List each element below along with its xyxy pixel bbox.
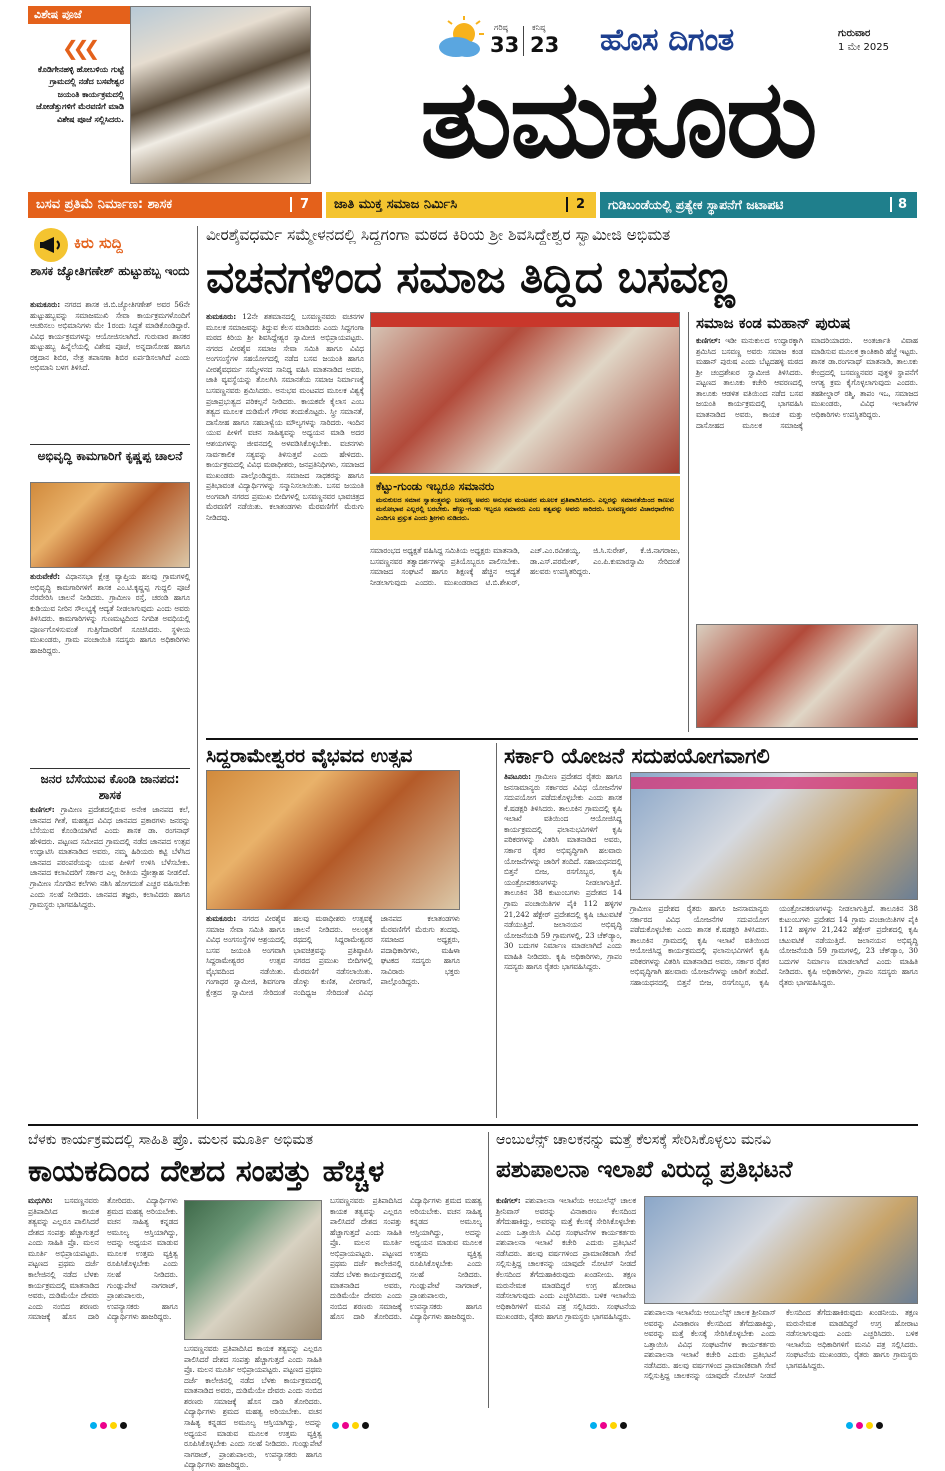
special-puja-photo bbox=[130, 6, 311, 184]
middle-right-photo-banner bbox=[631, 777, 917, 789]
bottom-right-kicker: ಆಂಬುಲೆನ್ಸ್ ಚಾಲಕನನ್ನು ಮತ್ತೆ ಕೆಲಸಕ್ಕೆ ಸೇರಿಸಿಕೊಳ್ಳಲು ಮನವಿ bbox=[496, 1132, 772, 1148]
registration-marks bbox=[590, 1414, 630, 1433]
divider bbox=[30, 444, 190, 445]
column-rule bbox=[496, 743, 497, 1118]
city-title: ತುಮಕೂರು bbox=[420, 57, 816, 182]
teaser-2-text: ಜಾತಿ ಮುಕ್ತ ಸಮಾಜ ನಿರ್ಮಿಸಿ bbox=[334, 197, 458, 212]
temp-max-value: 33 bbox=[490, 33, 520, 57]
teaser-1-text: ಬಸವ ಪ್ರತಿಮೆ ನಿರ್ಮಾಣ: ಶಾಸಕ bbox=[36, 197, 173, 212]
middle-left-photo bbox=[206, 770, 460, 910]
special-puja-label: ವಿಶೇಷ ಪೂಜೆ bbox=[28, 6, 138, 24]
bottom-left-headline: ಕಾಯಕದಿಂದ ದೇಶದ ಸಂಪತ್ತು ಹೆಚ್ಚಳ bbox=[28, 1154, 385, 1189]
megaphone-icon bbox=[34, 228, 68, 262]
bottom-right-body bbox=[496, 1196, 636, 1406]
sidebar-photo bbox=[696, 624, 918, 728]
temp-min-label: ಕನಿಷ್ಠ bbox=[532, 23, 546, 32]
middle-right-body bbox=[504, 772, 622, 1118]
sidebar-dateline: ಕುಣಿಗಲ್: bbox=[696, 336, 721, 345]
left-story3-body bbox=[30, 805, 190, 1117]
lead-dateline: ತುಮಕೂರು: bbox=[206, 312, 237, 321]
section-divider bbox=[28, 1124, 918, 1126]
section-divider bbox=[206, 738, 918, 740]
bottom-left-body bbox=[28, 1196, 178, 1406]
lead-photo-caption-title: ಕೆಟ್ಟು-ಗುಂಡು ಇಬ್ಬರೂ ಸಮಾನರು bbox=[376, 480, 495, 493]
teaser-1-page: 7 bbox=[290, 197, 309, 212]
bottom-right-body-continued bbox=[644, 1308, 918, 1408]
teaser-2-page: 2 bbox=[566, 197, 585, 212]
registration-marks bbox=[90, 1414, 130, 1433]
kiru-suddi-badge bbox=[30, 226, 190, 264]
bottom-left-photo bbox=[184, 1200, 322, 1340]
sidebar-headline: ಸಮಾಜ ಕಂಡ ಮಹಾನ್ ಪುರುಷ bbox=[696, 314, 851, 332]
bottom-right-body-text: ಪಶುಪಾಲನಾ ಇಲಾಖೆಯ ಆಂಬುಲೆನ್ಸ್ ಚಾಲಕ ಶ್ರೀನಿವಾಸ್ ಅವರನ್ನು ವಿನಾಕಾರಣ ಕೆಲಸದಿಂದ ತೆಗೆದುಹಾಕಿದ್ದು, ಅವರನ್ನು ಮತ್ತೆ ಕೆಲಸಕ್ಕೆ ಸೇರಿಸಿಕೊಳ್ಳಬೇಕು ಎಂದು ಒತ್ತಾಯಿಸಿ ವಿವಿಧ ಸಂಘಟನೆಗಳ ಕಾರ್ಯಕರ್ತರು ಪಶುಪಾಲನಾ ಇಲಾಖೆ ಕಚೇರಿ ಎದುರು ಪ್ರತಿಭಟನೆ ನಡೆಸಿದರು. ಹಲವು ವರ್ಷಗಳಿಂದ ಪ್ರಾಮಾಣಿಕವಾಗಿ ಸೇವೆ ಸಲ್ಲಿಸುತ್ತಿದ್ದ ಚಾಲಕನನ್ನು ಯಾವುದೇ ನೋಟಿಸ್ ನೀಡದೆ ಕೆಲಸದಿಂದ ತೆಗೆದುಹಾಕಿರುವುದು ಖಂಡನೀಯ. ತಕ್ಷಣ ಮರುನೇಮಕ ಮಾಡದಿದ್ದರೆ ಉಗ್ರ ಹೋರಾಟ ನಡೆಸಲಾಗುವುದು ಎಂದು ಎಚ್ಚರಿಸಿದರು. ಬಳಿಕ ಇಲಾಖೆಯ ಅಧಿಕಾರಿಗಳಿಗೆ ಮನವಿ ಪತ್ರ ಸಲ್ಲಿಸಿದರು. ಸಂಘಟನೆಯ ಮುಖಂಡರು, ರೈತರು ಹಾಗೂ ಗ್ರಾಮಸ್ಥರು ಭಾಗವಹಿಸಿದ್ದರು. bbox=[496, 1196, 636, 1322]
lead-kicker: ವೀರಶೈವಧರ್ಮ ಸಮ್ಮೇಳನದಲ್ಲಿ ಸಿದ್ದಗಂಗಾ ಮಠದ ಕಿರಿಯ ಶ್ರೀ ಶಿವಸಿದ್ದೇಶ್ವರ ಸ್ವಾಮೀಜಿ ಅಭಿಮತ bbox=[206, 226, 671, 244]
registration-marks bbox=[846, 1414, 886, 1433]
bottom-left-body-continued bbox=[184, 1344, 322, 1470]
teaser-3-text: ಗುಡಿಬಂಡೆಯಲ್ಲಿ ಪ್ರತ್ಯೇಕ ಸ್ಥಾಪನೆಗೆ ಜಟಾಪಟಿ bbox=[608, 197, 784, 212]
bottom-right-body-text-2: ಪಶುಪಾಲನಾ ಇಲಾಖೆಯ ಆಂಬುಲೆನ್ಸ್ ಚಾಲಕ ಶ್ರೀನಿವಾಸ್ ಅವರನ್ನು ವಿನಾಕಾರಣ ಕೆಲಸದಿಂದ ತೆಗೆದುಹಾಕಿದ್ದು, ಅವರನ್ನು ಮತ್ತೆ ಕೆಲಸಕ್ಕೆ ಸೇರಿಸಿಕೊಳ್ಳಬೇಕು ಎಂದು ಒತ್ತಾಯಿಸಿ ವಿವಿಧ ಸಂಘಟನೆಗಳ ಕಾರ್ಯಕರ್ತರು ಪಶುಪಾಲನಾ ಇಲಾಖೆ ಕಚೇರಿ ಎದುರು ಪ್ರತಿಭಟನೆ ನಡೆಸಿದರು. ಹಲವು ವರ್ಷಗಳಿಂದ ಪ್ರಾಮಾಣಿಕವಾಗಿ ಸೇವೆ ಸಲ್ಲಿಸುತ್ತಿದ್ದ ಚಾಲಕನನ್ನು ಯಾವುದೇ ನೋಟಿಸ್ ನೀಡದೆ ಕೆಲಸದಿಂದ ತೆಗೆದುಹಾಕಿರುವುದು ಖಂಡನೀಯ. ತಕ್ಷಣ ಮರುನೇಮಕ ಮಾಡದಿದ್ದರೆ ಉಗ್ರ ಹೋರಾಟ ನಡೆಸಲಾಗುವುದು ಎಂದು ಎಚ್ಚರಿಸಿದರು. ಬಳಿಕ ಇಲಾಖೆಯ ಅಧಿಕಾರಿಗಳಿಗೆ ಮನವಿ ಪತ್ರ ಸಲ್ಲಿಸಿದರು. ಸಂಘಟನೆಯ ಮುಖಂಡರು, ರೈತರು ಹಾಗೂ ಗ್ರಾಮಸ್ಥರು ಭಾಗವಹಿಸಿದ್ದರು. bbox=[644, 1308, 918, 1381]
lead-headline: ವಚನಗಳಿಂದ ಸಮಾಜ ತಿದ್ದಿದ ಬಸವಣ್ಣ bbox=[206, 252, 735, 303]
bottom-left-body-col3 bbox=[330, 1196, 482, 1406]
lead-body-continued: ಸಮಾರಂಭದ ಅಧ್ಯಕ್ಷತೆ ವಹಿಸಿದ್ದ ಸಮಿತಿಯ ಅಧ್ಯಕ್ಷರು ಮಾತನಾಡಿ, ಬಸವಣ್ಣನವರ ತತ್ವಾದರ್ಶಗಳನ್ನು ಪ್ರತಿಯೊಬ್ಬರೂ ಪಾಲಿಸಬೇಕು. ಸಮಾಜದ ಸಂಘಟನೆ ಹಾಗೂ ಶಿಕ್ಷಣಕ್ಕೆ ಹೆಚ್ಚಿನ ಆದ್ಯತೆ ನೀಡಲಾಗುವುದು ಎಂದರು. ಮುಖಂಡರಾದ ಟಿ.ಬಿ.ಶೇಖರ್, ಎಚ್.ಎಂ.ರವೀಶಯ್ಯ, ಜಿ.ಸಿ.ಸುರೇಶ್, ಕೆ.ಜಿ.ನಾಗರಾಜು, ಡಾ.ಎಸ್.ಪರಮೇಶ್, ಎಂ.ಪಿ.ಕುಮಾರಸ್ವಾಮಿ ಸೇರಿದಂತೆ ಹಲವರು ಉಪಸ್ಥಿತರಿದ್ದರು. bbox=[370, 546, 680, 587]
lead-photo-caption-box bbox=[370, 476, 680, 540]
sidebar-body bbox=[696, 336, 918, 620]
column-rule bbox=[197, 226, 198, 1119]
left-story1-body bbox=[30, 300, 190, 440]
sidebar-body-text: ಇಡೀ ಮನುಕುಲದ ಉದ್ಧಾರಕ್ಕಾಗಿ ಶ್ರಮಿಸಿದ ಬಸವಣ್ಣ ಅವರು ಸಮಾಜ ಕಂಡ ಮಹಾನ್ ಪುರುಷ ಎಂದು ಬೆಟ್ಟದಹಳ್ಳಿ ಮಠದ ಶ್ರೀ ಚಂದ್ರಶೇಖರ ಸ್ವಾಮೀಜಿ ತಿಳಿಸಿದರು. ಪಟ್ಟಣದ ತಾಲೂಕು ಕಚೇರಿ ಆವರಣದಲ್ಲಿ ತಾಲೂಕು ಆಡಳಿತ ವತಿಯಿಂದ ನಡೆದ ಬಸವ ಜಯಂತಿ ಕಾರ್ಯಕ್ರಮದಲ್ಲಿ ಭಾಗವಹಿಸಿ ಮಾತನಾಡಿದ ಅವರು, ಕಾಯಕ ಮತ್ತು ದಾಸೋಹದ ಮೂಲಕ ಸಮಾಜಕ್ಕೆ ಮಾದರಿಯಾದರು. ಅಂತರ್ಜಾತಿ ವಿವಾಹ ಮಾಡಿಸುವ ಮೂಲಕ ಕ್ರಾಂತಿಕಾರಿ ಹೆಜ್ಜೆ ಇಟ್ಟರು. ಶಾಸಕ ಡಾ.ರಂಗನಾಥ್ ಮಾತನಾಡಿ, ತಾಲೂಕು ಕೇಂದ್ರದಲ್ಲಿ ಬಸವಣ್ಣನವರ ಪುತ್ಥಳಿ ಸ್ಥಾಪನೆಗೆ ಅಗತ್ಯ ಕ್ರಮ ಕೈಗೊಳ್ಳಲಾಗುವುದು ಎಂದರು. ತಹಶೀಲ್ದಾರ್ ರಶ್ಮಿ, ತಾಪಂ ಇಒ, ಸಮಾಜದ ಮುಖಂಡರು, ವಿವಿಧ ಇಲಾಖೆಗಳ ಅಧಿಕಾರಿಗಳು ಉಪಸ್ಥಿತರಿದ್ದರು. bbox=[696, 336, 918, 430]
middle-left-headline: ಸಿದ್ದರಾಮೇಶ್ವರರ ವೈಭವದ ಉತ್ಸವ bbox=[206, 745, 413, 767]
teaser-2[interactable] bbox=[326, 192, 596, 218]
weather-cloud-icon bbox=[434, 20, 486, 58]
left-story2-title: ಅಭಿವೃದ್ಧಿ ಕಾಮಗಾರಿಗೆ ಕೃಷ್ಣಪ್ಪ ಚಾಲನೆ bbox=[37, 449, 183, 463]
kiru-suddi-label: ಕಿರು ಸುದ್ದಿ bbox=[74, 234, 123, 252]
temp-min-value: 23 bbox=[530, 33, 560, 57]
registration-marks bbox=[332, 1414, 372, 1433]
left-story3-dateline: ಕುಣಿಗಲ್: bbox=[30, 805, 55, 814]
divider bbox=[30, 768, 190, 769]
middle-right-dateline: ತಿಪಟೂರು: bbox=[504, 772, 532, 781]
bottom-left-dateline: ಮಧುಗಿರಿ: bbox=[28, 1196, 53, 1205]
bottom-right-headline: ಪಶುಪಾಲನಾ ಇಲಾಖೆ ವಿರುದ್ಧ ಪ್ರತಿಭಟನೆ bbox=[496, 1157, 793, 1183]
left-story1-dateline: ತುಮಕೂರು: bbox=[30, 300, 61, 309]
lead-photo-banner bbox=[371, 313, 679, 327]
left-story2-text: ವಿಧಾನಸಭಾ ಕ್ಷೇತ್ರ ವ್ಯಾಪ್ತಿಯ ಹಲವು ಗ್ರಾಮಗಳಲ್ಲಿ ಅಭಿವೃದ್ಧಿ ಕಾಮಗಾರಿಗಳಿಗೆ ಶಾಸಕ ಎಂ.ಟಿ.ಕೃಷ್ಣಪ್ಪ ಗುದ್ದಲಿ ಪೂಜೆ ನೆರವೇರಿಸಿ ಚಾಲನೆ ನೀಡಿದರು. ಗ್ರಾಮೀಣ ರಸ್ತೆ, ಚರಂಡಿ ಹಾಗೂ ಕುಡಿಯುವ ನೀರಿನ ಸೌಲಭ್ಯಕ್ಕೆ ಆದ್ಯತೆ ನೀಡಲಾಗುವುದು ಎಂದು ಅವರು ತಿಳಿಸಿದರು. ಕಾಮಗಾರಿಗಳನ್ನು ಗುಣಮಟ್ಟದಿಂದ ನಿಗದಿತ ಅವಧಿಯಲ್ಲಿ ಪೂರ್ಣಗೊಳಿಸುವಂತೆ ಗುತ್ತಿಗೆದಾರರಿಗೆ ಸೂಚಿಸಿದರು. ಸ್ಥಳೀಯ ಮುಖಂಡರು, ಗ್ರಾಮ ಪಂಚಾಯಿತಿ ಸದಸ್ಯರು ಹಾಗೂ ಅಧಿಕಾರಿಗಳು ಹಾಜರಿದ್ದರು. bbox=[30, 572, 190, 656]
left-story1-text: ನಗರದ ಶಾಸಕ ಜಿ.ಬಿ.ಜ್ಯೋತಿಗಣೇಶ್ ಅವರ 56ನೇ ಹುಟ್ಟುಹಬ್ಬವನ್ನು ಸಮಾಜಮುಖಿ ಸೇವಾ ಕಾರ್ಯಕ್ರಮಗಳೊಂದಿಗೆ ಆಚರಿಸಲು ಅಭಿಮಾನಿಗಳು ಮೇ 1ರಂದು ಸಿದ್ಧತೆ ಮಾಡಿಕೊಂಡಿದ್ದಾರೆ. ವಿವಿಧ ಕಾರ್ಯಕ್ರಮಗಳನ್ನು ಆಯೋಜಿಸಲಾಗಿದೆ. ಗುರುವಾರ ಶಾಸಕರ ಹುಟ್ಟುಹಬ್ಬ ಹಿನ್ನೆಲೆಯಲ್ಲಿ ವಿಶೇಷ ಪೂಜೆ, ಅನ್ನದಾಸೋಹ ಹಾಗೂ ರಕ್ತದಾನ ಶಿಬಿರ, ನೇತ್ರ ತಪಾಸಣಾ ಶಿಬಿರ ಏರ್ಪಡಿಸಲಾಗಿದೆ ಎಂದು ಅಭಿಮಾನಿ ಬಳಗ ತಿಳಿಸಿದೆ. bbox=[30, 300, 190, 373]
left-story2-body bbox=[30, 572, 190, 768]
column-rule bbox=[688, 312, 689, 732]
middle-right-photo bbox=[630, 772, 918, 900]
teaser-strip bbox=[28, 192, 917, 218]
paper-logo: ಹೊಸ ದಿಗಂತ bbox=[600, 22, 734, 58]
special-puja-caption: ಕೊಡಿಗೇನಹಳ್ಳಿ ಹೋಬಳಿಯ ಗುಟ್ಟೆ ಗ್ರಾಮದಲ್ಲಿ ನಡೆದ ಬಸವೇಶ್ವರ ಜಯಂತಿ ಕಾರ್ಯಕ್ರಮದಲ್ಲಿ ಜೋಡೆತ್ತುಗಳಿಗೆ ಮೆರವಣಿಗೆ ಮಾಡಿ ವಿಶೇಷ ಪೂಜೆ ಸಲ್ಲಿಸಿದರು. bbox=[36, 65, 124, 124]
bottom-left-kicker: ಬೆಳಕು ಕಾರ್ಯಕ್ರಮದಲ್ಲಿ ಸಾಹಿತಿ ಪ್ರೊ. ಮಲನ ಮೂರ್ತಿ ಅಭಿಮತ bbox=[28, 1132, 314, 1148]
left-story3-text: ಗ್ರಾಮೀಣ ಪ್ರದೇಶದಲ್ಲಿರುವ ಅನೇಕ ಜಾನಪದ ಕಲೆ, ಜಾನಪದ ಗೀತೆ, ಮಹತ್ವದ ವಿವಿಧ ಜಾನಪದ ಪ್ರಕಾರಗಳು ಜನರನ್ನು ಬೆಸೆಯುವ ಕೊಂಡಿಯಾಗಿವೆ ಎಂದು ಶಾಸಕ ಡಾ. ರಂಗನಾಥ್ ಹೇಳಿದರು. ಪಟ್ಟಣದ ಸಮೀಪದ ಗ್ರಾಮದಲ್ಲಿ ನಡೆದ ಜಾನಪದ ಉತ್ಸವ ಉದ್ಘಾಟಿಸಿ ಮಾತನಾಡಿದ ಅವರು, ನಮ್ಮ ಹಿರಿಯರು ಕಟ್ಟಿ ಬೆಳೆಸಿದ ಜಾನಪದ ಪರಂಪರೆಯನ್ನು ಯುವ ಪೀಳಿಗೆ ಉಳಿಸಿ ಬೆಳೆಸಬೇಕು. ಜಾನಪದ ಕಲಾವಿದರಿಗೆ ಸರ್ಕಾರ ಎಲ್ಲ ರೀತಿಯ ಪ್ರೋತ್ಸಾಹ ನೀಡಲಿದೆ. ಗ್ರಾಮೀಣ ಸೊಗಡಿನ ಕಲೆಗಳು ನಶಿಸಿ ಹೋಗದಂತೆ ಎಚ್ಚರ ವಹಿಸಬೇಕು ಎಂದು ಸಲಹೆ ನೀಡಿದರು. ಜಾನಪದ ತಜ್ಞರು, ಕಲಾವಿದರು ಹಾಗೂ ಗ್ರಾಮಸ್ಥರು ಭಾಗವಹಿಸಿದ್ದರು. bbox=[30, 805, 190, 910]
left-story2-photo bbox=[30, 482, 190, 568]
chevron-left-icon: ❮❮❮ bbox=[62, 36, 95, 60]
teaser-3[interactable] bbox=[600, 192, 917, 218]
special-puja-box bbox=[28, 6, 311, 184]
bottom-left-body-text-3: ಬಸವಣ್ಣನವರು ಪ್ರತಿಪಾದಿಸಿದ ಕಾಯಕ ತತ್ವವನ್ನು ಎಲ್ಲರೂ ಪಾಲಿಸಿದರೆ ದೇಶದ ಸಂಪತ್ತು ಹೆಚ್ಚಾಗುತ್ತದೆ ಎಂದು ಸಾಹಿತಿ ಪ್ರೊ. ಮಲನ ಮೂರ್ತಿ ಅಭಿಪ್ರಾಯಪಟ್ಟರು. ಪಟ್ಟಣದ ಪ್ರಥಮ ದರ್ಜೆ ಕಾಲೇಜಿನಲ್ಲಿ ನಡೆದ ಬೆಳಕು ಕಾರ್ಯಕ್ರಮದಲ್ಲಿ ಮಾತನಾಡಿದ ಅವರು, ದುಡಿಮೆಯೇ ದೇವರು ಎಂದು ನಂಬಿದ ಶರಣರು ಸಮಾಜಕ್ಕೆ ಹೊಸ ದಾರಿ ತೋರಿದರು. ವಿದ್ಯಾರ್ಥಿಗಳು ಶ್ರಮದ ಮಹತ್ವ ಅರಿಯಬೇಕು. ವಚನ ಸಾಹಿತ್ಯ ಕನ್ನಡದ ಅಮೂಲ್ಯ ಆಸ್ತಿಯಾಗಿದ್ದು, ಅದನ್ನು ಅಧ್ಯಯನ ಮಾಡುವ ಮೂಲಕ ಉತ್ತಮ ವ್ಯಕ್ತಿತ್ವ ರೂಪಿಸಿಕೊಳ್ಳಬೇಕು ಎಂದು ಸಲಹೆ ನೀಡಿದರು. ಗುಂಡ್ಲುಪೇಟೆ ನಾಗರಾಜ್, ಪ್ರಾಂಶುಪಾಲರು, ಉಪನ್ಯಾಸಕರು ಹಾಗೂ ವಿದ್ಯಾರ್ಥಿಗಳು ಹಾಜರಿದ್ದರು. bbox=[330, 1196, 482, 1322]
left-story1-title: ಶಾಸಕ ಜ್ಯೋತಿಗಣೇಶ್ ಹುಟ್ಟುಹಬ್ಬ ಇಂದು bbox=[30, 264, 190, 278]
teaser-1[interactable] bbox=[28, 192, 322, 218]
bottom-left-body-text-2: ಬಸವಣ್ಣನವರು ಪ್ರತಿಪಾದಿಸಿದ ಕಾಯಕ ತತ್ವವನ್ನು ಎಲ್ಲರೂ ಪಾಲಿಸಿದರೆ ದೇಶದ ಸಂಪತ್ತು ಹೆಚ್ಚಾಗುತ್ತದೆ ಎಂದು ಸಾಹಿತಿ ಪ್ರೊ. ಮಲನ ಮೂರ್ತಿ ಅಭಿಪ್ರಾಯಪಟ್ಟರು. ಪಟ್ಟಣದ ಪ್ರಥಮ ದರ್ಜೆ ಕಾಲೇಜಿನಲ್ಲಿ ನಡೆದ ಬೆಳಕು ಕಾರ್ಯಕ್ರಮದಲ್ಲಿ ಮಾತನಾಡಿದ ಅವರು, ದುಡಿಮೆಯೇ ದೇವರು ಎಂದು ನಂಬಿದ ಶರಣರು ಸಮಾಜಕ್ಕೆ ಹೊಸ ದಾರಿ ತೋರಿದರು. ವಿದ್ಯಾರ್ಥಿಗಳು ಶ್ರಮದ ಮಹತ್ವ ಅರಿಯಬೇಕು. ವಚನ ಸಾಹಿತ್ಯ ಕನ್ನಡದ ಅಮೂಲ್ಯ ಆಸ್ತಿಯಾಗಿದ್ದು, ಅದನ್ನು ಅಧ್ಯಯನ ಮಾಡುವ ಮೂಲಕ ಉತ್ತಮ ವ್ಯಕ್ತಿತ್ವ ರೂಪಿಸಿಕೊಳ್ಳಬೇಕು ಎಂದು ಸಲಹೆ ನೀಡಿದರು. ಗುಂಡ್ಲುಪೇಟೆ ನಾಗರಾಜ್, ಪ್ರಾಂಶುಪಾಲರು, ಉಪನ್ಯಾಸಕರು ಹಾಗೂ ವಿದ್ಯಾರ್ಥಿಗಳು ಹಾಜರಿದ್ದರು. bbox=[184, 1344, 322, 1470]
weekday: ಗುರುವಾರ bbox=[838, 28, 871, 39]
lead-body bbox=[206, 312, 364, 732]
lead-body-text: 12ನೇ ಶತಮಾನದಲ್ಲಿ ಬಸವಣ್ಣನವರು ವಚನಗಳ ಮೂಲಕ ಸಮಾಜವನ್ನು ತಿದ್ದುವ ಕೆಲಸ ಮಾಡಿದರು ಎಂದು ಸಿದ್ದಗಂಗಾ ಮಠದ ಕಿರಿಯ ಶ್ರೀ ಶಿವಸಿದ್ದೇಶ್ವರ ಸ್ವಾಮೀಜಿ ಅಭಿಪ್ರಾಯಪಟ್ಟರು. ನಗರದ ವೀರಶೈವ ಸಮಾಜ ಸೇವಾ ಸಮಿತಿ ಹಾಗೂ ವಿವಿಧ ಅಂಗಸಂಸ್ಥೆಗಳ ಸಹಯೋಗದಲ್ಲಿ ನಡೆದ ಬಸವ ಜಯಂತಿ ಹಾಗೂ ವೀರಶೈವಧರ್ಮ ಸಮ್ಮೇಳನದ ಸಾನಿಧ್ಯ ವಹಿಸಿ ಮಾತನಾಡಿದ ಅವರು, ಜಾತಿ ವ್ಯವಸ್ಥೆಯನ್ನು ತೊಲಗಿಸಿ ಸಮಾನತೆಯ ಸಮಾಜ ನಿರ್ಮಾಣಕ್ಕೆ ಬಸವಣ್ಣನವರು ಶ್ರಮಿಸಿದರು. ಅನುಭವ ಮಂಟಪದ ಮೂಲಕ ವಿಶ್ವಕ್ಕೆ ಪ್ರಜಾಪ್ರಭುತ್ವದ ಪರಿಕಲ್ಪನೆ ನೀಡಿದರು. ಕಾಯಕವೇ ಕೈಲಾಸ ಎಂಬ ತತ್ವದ ಮೂಲಕ ದುಡಿಮೆಗೆ ಗೌರವ ತಂದುಕೊಟ್ಟರು. ಸ್ತ್ರೀ ಸಮಾನತೆ, ದಾಸೋಹ ಹಾಗೂ ಸಹಬಾಳ್ವೆಯ ಮೌಲ್ಯಗಳನ್ನು ಸಾರಿದರು. ಇಂದಿನ ಯುವ ಪೀಳಿಗೆ ವಚನ ಸಾಹಿತ್ಯವನ್ನು ಅಧ್ಯಯನ ಮಾಡಿ ಅದರ ಆಶಯಗಳನ್ನು ಜೀವನದಲ್ಲಿ ಅಳವಡಿಸಿಕೊಳ್ಳಬೇಕು. ವಚನಗಳು ಸಾರ್ವಕಾಲಿಕ ಸತ್ಯವನ್ನು ತಿಳಿಸುತ್ತವೆ ಎಂದು ಹೇಳಿದರು. ಕಾರ್ಯಕ್ರಮದಲ್ಲಿ ವಿವಿಧ ಮಠಾಧೀಶರು, ಜನಪ್ರತಿನಿಧಿಗಳು, ಸಮಾಜದ ಮುಖಂಡರು ಪಾಲ್ಗೊಂಡಿದ್ದರು. ಸಮಾಜದ ಸಾಧಕರನ್ನು ಹಾಗೂ ಪ್ರತಿಭಾವಂತ ವಿದ್ಯಾರ್ಥಿಗಳನ್ನು ಸನ್ಮಾನಿಸಲಾಯಿತು. ಬಸವ ಜಯಂತಿ ಅಂಗವಾಗಿ ನಗರದ ಪ್ರಮುಖ ಬೀದಿಗಳಲ್ಲಿ ಬಸವಣ್ಣನವರ ಭಾವಚಿತ್ರದ ಮೆರವಣಿಗೆ ನಡೆಯಿತು. ಕಲಾತಂಡಗಳು ಮೆರವಣಿಗೆಗೆ ಮೆರುಗು ನೀಡಿದವು. bbox=[206, 312, 364, 522]
bottom-right-dateline: ಕುಣಿಗಲ್: bbox=[496, 1196, 521, 1205]
lead-photo bbox=[370, 312, 680, 474]
middle-right-body-text-2: ಗ್ರಾಮೀಣ ಪ್ರದೇಶದ ರೈತರು ಹಾಗೂ ಜನಸಾಮಾನ್ಯರು ಸರ್ಕಾರದ ವಿವಿಧ ಯೋಜನೆಗಳ ಸದುಪಯೋಗ ಪಡೆದುಕೊಳ್ಳಬೇಕು ಎಂದು ಶಾಸಕ ಕೆ.ಷಡಕ್ಷರಿ ತಿಳಿಸಿದರು. ತಾಲೂಕಿನ ಗ್ರಾಮದಲ್ಲಿ ಕೃಷಿ ಇಲಾಖೆ ವತಿಯಿಂದ ಆಯೋಜಿಸಿದ್ದ ಕಾರ್ಯಕ್ರಮದಲ್ಲಿ ಫಲಾನುಭವಿಗಳಿಗೆ ಕೃಷಿ ಪರಿಕರಗಳನ್ನು ವಿತರಿಸಿ ಮಾತನಾಡಿದ ಅವರು, ಸರ್ಕಾರ ರೈತರ ಅಭಿವೃದ್ಧಿಗಾಗಿ ಹಲವಾರು ಯೋಜನೆಗಳನ್ನು ಜಾರಿಗೆ ತಂದಿದೆ. ಸಹಾಯಧನದಲ್ಲಿ ಬಿತ್ತನೆ ಬೀಜ, ರಸಗೊಬ್ಬರ, ಕೃಷಿ ಯಂತ್ರೋಪಕರಣಗಳನ್ನು ನೀಡಲಾಗುತ್ತಿದೆ. ತಾಲೂಕಿನ 38 ಕುಟುಂಬಗಳು ಪ್ರದೇಶದ 14 ಗ್ರಾಮ ಪಂಚಾಯಿತಿಗಳ ಪೈಕಿ 112 ಹಳ್ಳಿಗಳ 21,242 ಹೆಕ್ಟೇರ್ ಪ್ರದೇಶದಲ್ಲಿ ಕೃಷಿ ಚಟುವಟಿಕೆ ನಡೆಯುತ್ತಿದೆ. ಜಲಾನಯನ ಅಭಿವೃದ್ಧಿ ಯೋಜನೆಯಡಿ 59 ಗ್ರಾಮಗಳಲ್ಲಿ, 23 ಚೆಕ್‌ಡ್ಯಾಂ, 30 ಬದುಗಳ ನಿರ್ಮಾಣ ಮಾಡಲಾಗಿದೆ ಎಂದು ಮಾಹಿತಿ ನೀಡಿದರು. ಕೃಷಿ ಅಧಿಕಾರಿಗಳು, ಗ್ರಾಪಂ ಸದಸ್ಯರು ಹಾಗೂ ರೈತರು ಭಾಗವಹಿಸಿದ್ದರು. bbox=[630, 904, 918, 988]
column-rule bbox=[488, 1132, 489, 1408]
temp-divider bbox=[523, 26, 524, 56]
temp-max-label: ಗರಿಷ್ಠ bbox=[494, 23, 508, 32]
middle-right-body-continued bbox=[630, 904, 918, 1118]
middle-right-headline: ಸರ್ಕಾರಿ ಯೋಜನೆ ಸದುಪಯೋಗವಾಗಲಿ bbox=[504, 744, 770, 768]
middle-left-body-text: ನಗರದ ವೀರಶೈವ ಸಮಾಜ ಸೇವಾ ಸಮಿತಿ ಹಾಗೂ ವಿವಿಧ ಅಂಗಸಂಸ್ಥೆಗಳ ಆಶ್ರಯದಲ್ಲಿ ಬಸವ ಜಯಂತಿ ಅಂಗವಾಗಿ ಸಿದ್ದರಾಮೇಶ್ವರರ ಉತ್ಸವ ವೈಭವದಿಂದ ನಡೆಯಿತು. ಗಂಗಾಧರ ಸ್ವಾಮೀಜಿ, ಶಿವಗಂಗಾ ಕ್ಷೇತ್ರದ ಸ್ವಾಮೀಜಿ ಸೇರಿದಂತೆ ಹಲವು ಮಠಾಧೀಶರು ಉತ್ಸವಕ್ಕೆ ಚಾಲನೆ ನೀಡಿದರು. ಅಲಂಕೃತ ರಥದಲ್ಲಿ ಸಿದ್ದರಾಮೇಶ್ವರರ ಭಾವಚಿತ್ರವನ್ನು ಪ್ರತಿಷ್ಠಾಪಿಸಿ ನಗರದ ಪ್ರಮುಖ ಬೀದಿಗಳಲ್ಲಿ ಮೆರವಣಿಗೆ ನಡೆಸಲಾಯಿತು. ಡೊಳ್ಳು ಕುಣಿತ, ವೀರಗಾಸೆ, ನಂದಿಧ್ವಜ ಸೇರಿದಂತೆ ವಿವಿಧ ಜಾನಪದ ಕಲಾತಂಡಗಳು ಮೆರವಣಿಗೆಗೆ ಮೆರುಗು ತಂದವು. ಸಮಾಜದ ಅಧ್ಯಕ್ಷರು, ಪದಾಧಿಕಾರಿಗಳು, ಮಹಿಳಾ ಘಟಕದ ಸದಸ್ಯರು ಹಾಗೂ ಸಾವಿರಾರು ಭಕ್ತರು ಪಾಲ್ಗೊಂಡಿದ್ದರು. bbox=[206, 914, 460, 998]
teaser-3-page: 8 bbox=[890, 197, 907, 212]
left-story3-title: ಜನರ ಬೆಸೆಯುವ ಕೊಂಡಿ ಜಾನಪದ: ಶಾಸಕ bbox=[40, 772, 180, 802]
middle-right-body-text: ಗ್ರಾಮೀಣ ಪ್ರದೇಶದ ರೈತರು ಹಾಗೂ ಜನಸಾಮಾನ್ಯರು ಸರ್ಕಾರದ ವಿವಿಧ ಯೋಜನೆಗಳ ಸದುಪಯೋಗ ಪಡೆದುಕೊಳ್ಳಬೇಕು ಎಂದು ಶಾಸಕ ಕೆ.ಷಡಕ್ಷರಿ ತಿಳಿಸಿದರು. ತಾಲೂಕಿನ ಗ್ರಾಮದಲ್ಲಿ ಕೃಷಿ ಇಲಾಖೆ ವತಿಯಿಂದ ಆಯೋಜಿಸಿದ್ದ ಕಾರ್ಯಕ್ರಮದಲ್ಲಿ ಫಲಾನುಭವಿಗಳಿಗೆ ಕೃಷಿ ಪರಿಕರಗಳನ್ನು ವಿತರಿಸಿ ಮಾತನಾಡಿದ ಅವರು, ಸರ್ಕಾರ ರೈತರ ಅಭಿವೃದ್ಧಿಗಾಗಿ ಹಲವಾರು ಯೋಜನೆಗಳನ್ನು ಜಾರಿಗೆ ತಂದಿದೆ. ಸಹಾಯಧನದಲ್ಲಿ ಬಿತ್ತನೆ ಬೀಜ, ರಸಗೊಬ್ಬರ, ಕೃಷಿ ಯಂತ್ರೋಪಕರಣಗಳನ್ನು ನೀಡಲಾಗುತ್ತಿದೆ. ತಾಲೂಕಿನ 38 ಕುಟುಂಬಗಳು ಪ್ರದೇಶದ 14 ಗ್ರಾಮ ಪಂಚಾಯಿತಿಗಳ ಪೈಕಿ 112 ಹಳ್ಳಿಗಳ 21,242 ಹೆಕ್ಟೇರ್ ಪ್ರದೇಶದಲ್ಲಿ ಕೃಷಿ ಚಟುವಟಿಕೆ ನಡೆಯುತ್ತಿದೆ. ಜಲಾನಯನ ಅಭಿವೃದ್ಧಿ ಯೋಜನೆಯಡಿ 59 ಗ್ರಾಮಗಳಲ್ಲಿ, 23 ಚೆಕ್‌ಡ್ಯಾಂ, 30 ಬದುಗಳ ನಿರ್ಮಾಣ ಮಾಡಲಾಗಿದೆ ಎಂದು ಮಾಹಿತಿ ನೀಡಿದರು. ಕೃಷಿ ಅಧಿಕಾರಿಗಳು, ಗ್ರಾಪಂ ಸದಸ್ಯರು ಹಾಗೂ ರೈತರು ಭಾಗವಹಿಸಿದ್ದರು. bbox=[504, 772, 622, 972]
middle-left-body bbox=[206, 914, 460, 1118]
date: 1 ಮೇ 2025 bbox=[838, 42, 889, 53]
lead-photo-caption-body: ಮನುಕುಲದ ಸಮಾನ ಸ್ವಾತಂತ್ರ್ಯವನ್ನು ಬಸವಣ್ಣ ಅವರು ಅನುಭವ ಮಂಟಪದ ಮೂಲಕ ಪ್ರತಿಪಾದಿಸಿದರು. ಎಲ್ಲರನ್ನು ಸಮಾನತೆಯಿಂದ ಕಾಣುವ ಮನೋಭಾವ ಎಲ್ಲರಲ್ಲಿ ಬರಬೇಕು. ಹೆಣ್ಣು-ಗಂಡು ಇಬ್ಬರೂ ಸಮಾನರು ಎಂಬ ತತ್ವವನ್ನು ಅವರು ಸಾರಿದರು. ಬಸವಣ್ಣನವರ ವಿಚಾರಧಾರೆಗಳು ಎಂದಿಗೂ ಪ್ರಸ್ತುತ ಎಂದು ಶ್ರೀಗಳು ನುಡಿದರು. bbox=[376, 496, 674, 522]
middle-left-dateline: ತುಮಕೂರು: bbox=[206, 914, 237, 923]
bottom-left-body-text: ಬಸವಣ್ಣನವರು ಪ್ರತಿಪಾದಿಸಿದ ಕಾಯಕ ತತ್ವವನ್ನು ಎಲ್ಲರೂ ಪಾಲಿಸಿದರೆ ದೇಶದ ಸಂಪತ್ತು ಹೆಚ್ಚಾಗುತ್ತದೆ ಎಂದು ಸಾಹಿತಿ ಪ್ರೊ. ಮಲನ ಮೂರ್ತಿ ಅಭಿಪ್ರಾಯಪಟ್ಟರು. ಪಟ್ಟಣದ ಪ್ರಥಮ ದರ್ಜೆ ಕಾಲೇಜಿನಲ್ಲಿ ನಡೆದ ಬೆಳಕು ಕಾರ್ಯಕ್ರಮದಲ್ಲಿ ಮಾತನಾಡಿದ ಅವರು, ದುಡಿಮೆಯೇ ದೇವರು ಎಂದು ನಂಬಿದ ಶರಣರು ಸಮಾಜಕ್ಕೆ ಹೊಸ ದಾರಿ ತೋರಿದರು. ವಿದ್ಯಾರ್ಥಿಗಳು ಶ್ರಮದ ಮಹತ್ವ ಅರಿಯಬೇಕು. ವಚನ ಸಾಹಿತ್ಯ ಕನ್ನಡದ ಅಮೂಲ್ಯ ಆಸ್ತಿಯಾಗಿದ್ದು, ಅದನ್ನು ಅಧ್ಯಯನ ಮಾಡುವ ಮೂಲಕ ಉತ್ತಮ ವ್ಯಕ್ತಿತ್ವ ರೂಪಿಸಿಕೊಳ್ಳಬೇಕು ಎಂದು ಸಲಹೆ ನೀಡಿದರು. ಗುಂಡ್ಲುಪೇಟೆ ನಾಗರಾಜ್, ಪ್ರಾಂಶುಪಾಲರು, ಉಪನ್ಯಾಸಕರು ಹಾಗೂ ವಿದ್ಯಾರ್ಥಿಗಳು ಹಾಜರಿದ್ದರು. bbox=[28, 1196, 178, 1322]
left-story2-dateline: ತುರುವೇಕೆರೆ: bbox=[30, 572, 61, 581]
bottom-right-photo bbox=[644, 1196, 918, 1304]
